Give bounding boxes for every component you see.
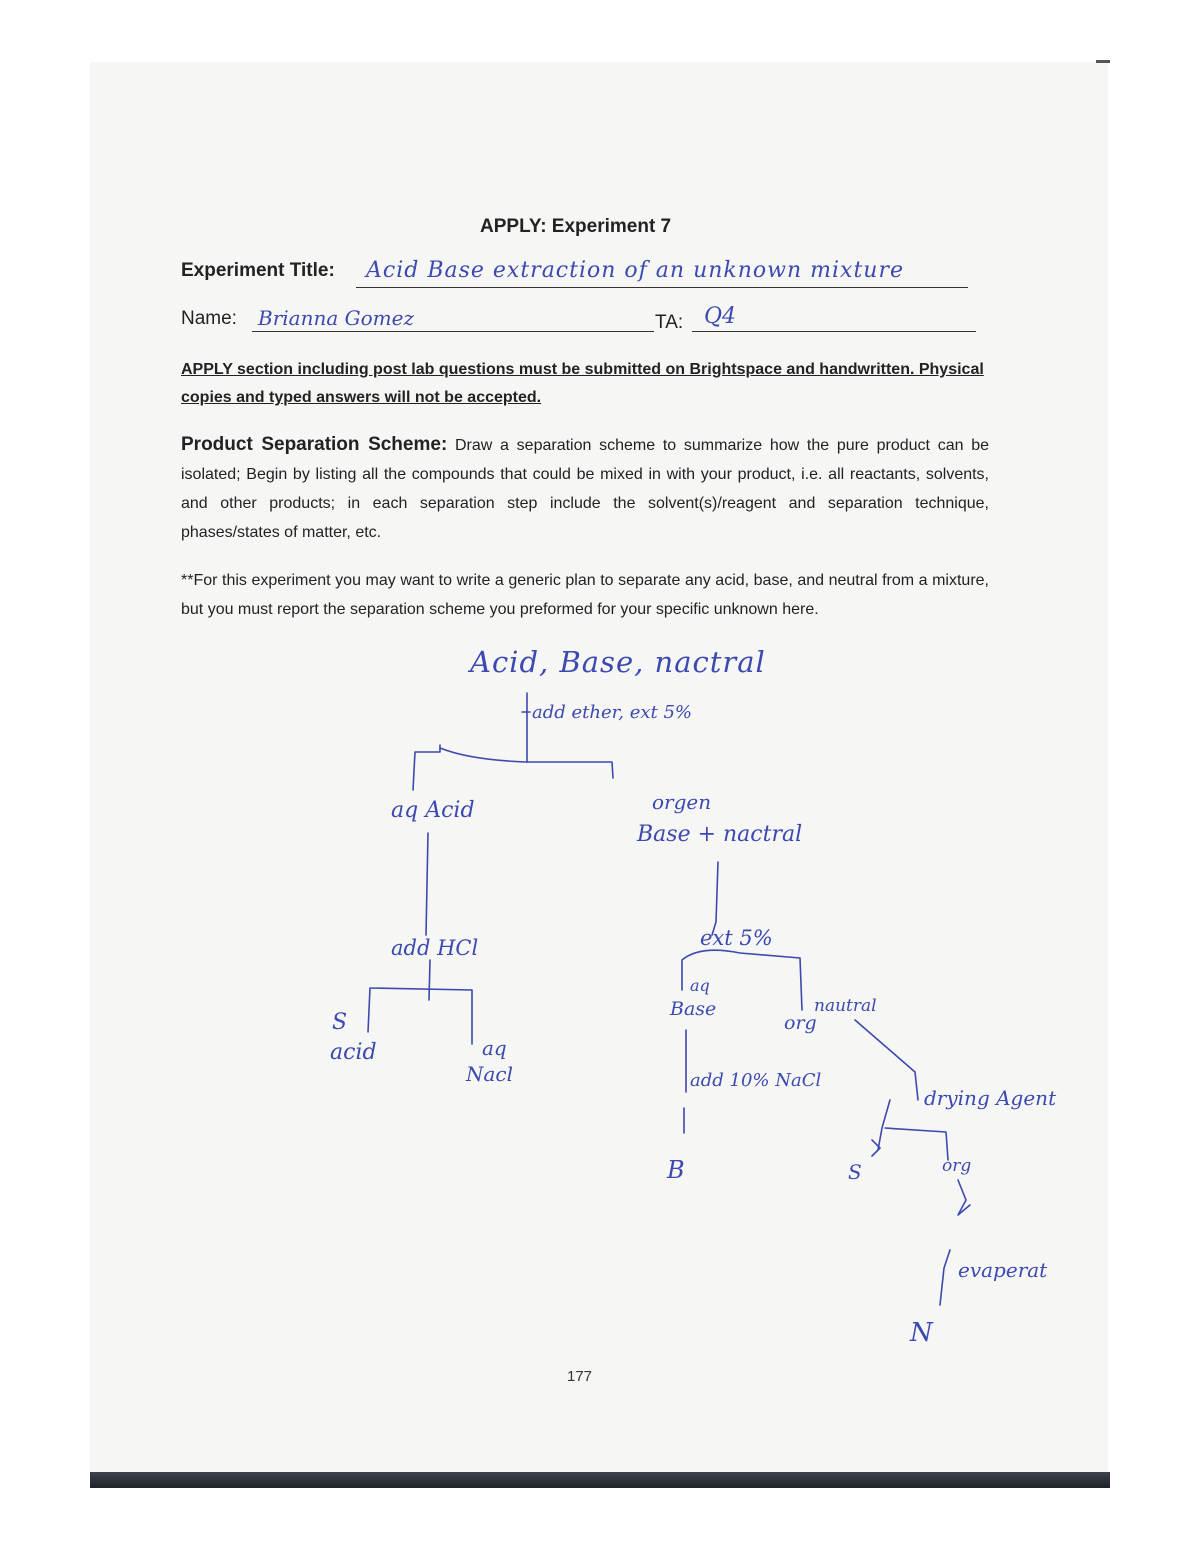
scheme-solid-s2: S [848, 1160, 862, 1184]
scheme-org-2: org [942, 1156, 972, 1176]
scheme-step-add-ether: add ether, ext 5% [532, 702, 693, 723]
scheme-drying-agent: drying Agent [924, 1086, 1057, 1110]
scheme-aq-base: Base [670, 998, 717, 1020]
scanner-edge-bar [90, 1472, 1110, 1488]
scheme-aq-nacl-aq: aq [482, 1036, 507, 1060]
page-title: APPLY: Experiment 7 [480, 216, 672, 237]
scheme-neutral-label: nautral [814, 996, 877, 1016]
scheme-aq-base-aq: aq [690, 976, 710, 995]
scheme-product-b: B [667, 1156, 685, 1184]
instructions-body: Draw a separation scheme to summarize how the pure product can be isolated; Begin by listing all the compounds that could be mixed in with your product, i.e. all reactants, solvents, and other products; in each separation step include the solvent(s)/reagent and separation technique, phases/states of matter, etc. [181, 437, 990, 541]
scheme-base-neutral: Base + nactral [637, 822, 803, 847]
scheme-aq-nacl: Nacl [466, 1062, 514, 1086]
scheme-add-reagent: add 10% NaCl [690, 1070, 822, 1091]
scheme-start-mixture: Acid, Base, nactral [470, 645, 766, 679]
experiment-title-label: Experiment Title: [181, 260, 335, 281]
scheme-add-hcl: add HCl [391, 936, 479, 960]
submission-notice: APPLY section including post lab questions must be submitted on Brightspace and handwritten. Physical copies and typed answers will not be accepted. [181, 361, 984, 406]
scheme-solid-acid: acid [330, 1040, 377, 1065]
scheme-solid-s: S [332, 1010, 348, 1035]
scheme-ext-step-2: ext 5% [700, 926, 773, 950]
ta-label: TA: [655, 312, 684, 333]
scheme-aq-acid: aq Acid [391, 798, 475, 823]
scheme-final-n: N [910, 1318, 933, 1348]
scheme-org-layer: orgen [652, 790, 712, 814]
scheme-neutral-org: org [784, 1012, 817, 1034]
experiment-title-value: Acid Base extraction of an unknown mixture [366, 258, 904, 283]
scheme-evaporate: evaperat [958, 1258, 1048, 1282]
instructions-lead: Product Separation Scheme: [181, 434, 448, 455]
instructions-note: **For this experiment you may want to write a generic plan to separate any acid, base, and neutral from a mixture, but you must report the separation scheme you preformed for your specific unknown here. [181, 572, 989, 618]
page-number: 177 [567, 1368, 593, 1385]
name-value: Brianna Gomez [258, 306, 414, 330]
name-label: Name: [181, 308, 237, 329]
ta-value: Q4 [704, 304, 737, 329]
